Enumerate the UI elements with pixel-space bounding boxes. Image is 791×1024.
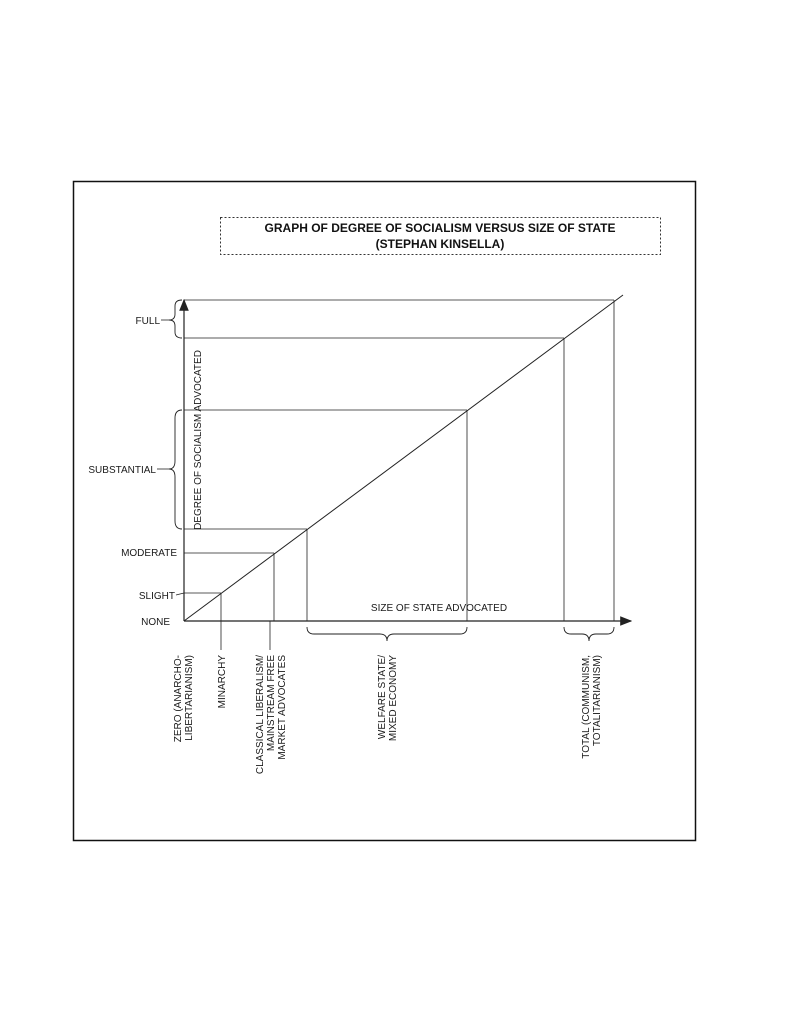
x-label-zero bbox=[173, 655, 195, 742]
x-label-classical bbox=[255, 655, 288, 774]
x-label-welfare-line-1: WELFARE STATE/ bbox=[377, 655, 388, 740]
x-label-minarchy bbox=[217, 655, 228, 709]
x-label-classical-line-3: MARKET ADVOCATES bbox=[277, 655, 288, 760]
connector-slight bbox=[176, 593, 184, 595]
brace-substantial bbox=[169, 410, 182, 529]
title-line-1: GRAPH OF DEGREE OF SOCIALISM VERSUS SIZE OF STATE bbox=[264, 221, 616, 235]
x-label-welfare-line-2: MIXED ECONOMY bbox=[388, 655, 399, 742]
x-label-welfare bbox=[377, 655, 399, 741]
x-label-minarchy-line-1: MINARCHY bbox=[217, 655, 228, 709]
x-label-zero-line-1: ZERO (ANARCHO- bbox=[173, 655, 184, 743]
x-label-total-line-1: TOTAL (COMMUNISM, bbox=[581, 655, 592, 759]
y-label-slight: SLIGHT bbox=[138, 591, 175, 602]
x-label-classical-line-1: CLASSICAL LIBERALISM/ bbox=[255, 655, 266, 775]
brace-welfare bbox=[307, 627, 467, 641]
y-label-none: NONE bbox=[141, 617, 170, 628]
x-label-total bbox=[581, 655, 603, 759]
diagonal-line bbox=[184, 295, 623, 621]
y-label-moderate: MODERATE bbox=[121, 548, 177, 559]
x-axis-label: SIZE OF STATE ADVOCATED bbox=[370, 603, 508, 614]
y-axis-label: DEGREE OF SOCIALISM ADVOCATED bbox=[193, 350, 204, 530]
x-label-classical-line-2: MAINSTREAM FREE bbox=[266, 655, 277, 752]
y-label-full: FULL bbox=[135, 316, 160, 327]
x-label-total-line-2: TOTALITARIANISM) bbox=[592, 655, 603, 747]
y-label-substantial: SUBSTANTIAL bbox=[88, 465, 156, 476]
brace-total bbox=[564, 627, 614, 641]
title-line-2: (STEPHAN KINSELLA) bbox=[375, 237, 505, 251]
brace-full bbox=[169, 300, 182, 338]
x-label-zero-line-2: LIBERTARIANISM) bbox=[184, 655, 195, 741]
